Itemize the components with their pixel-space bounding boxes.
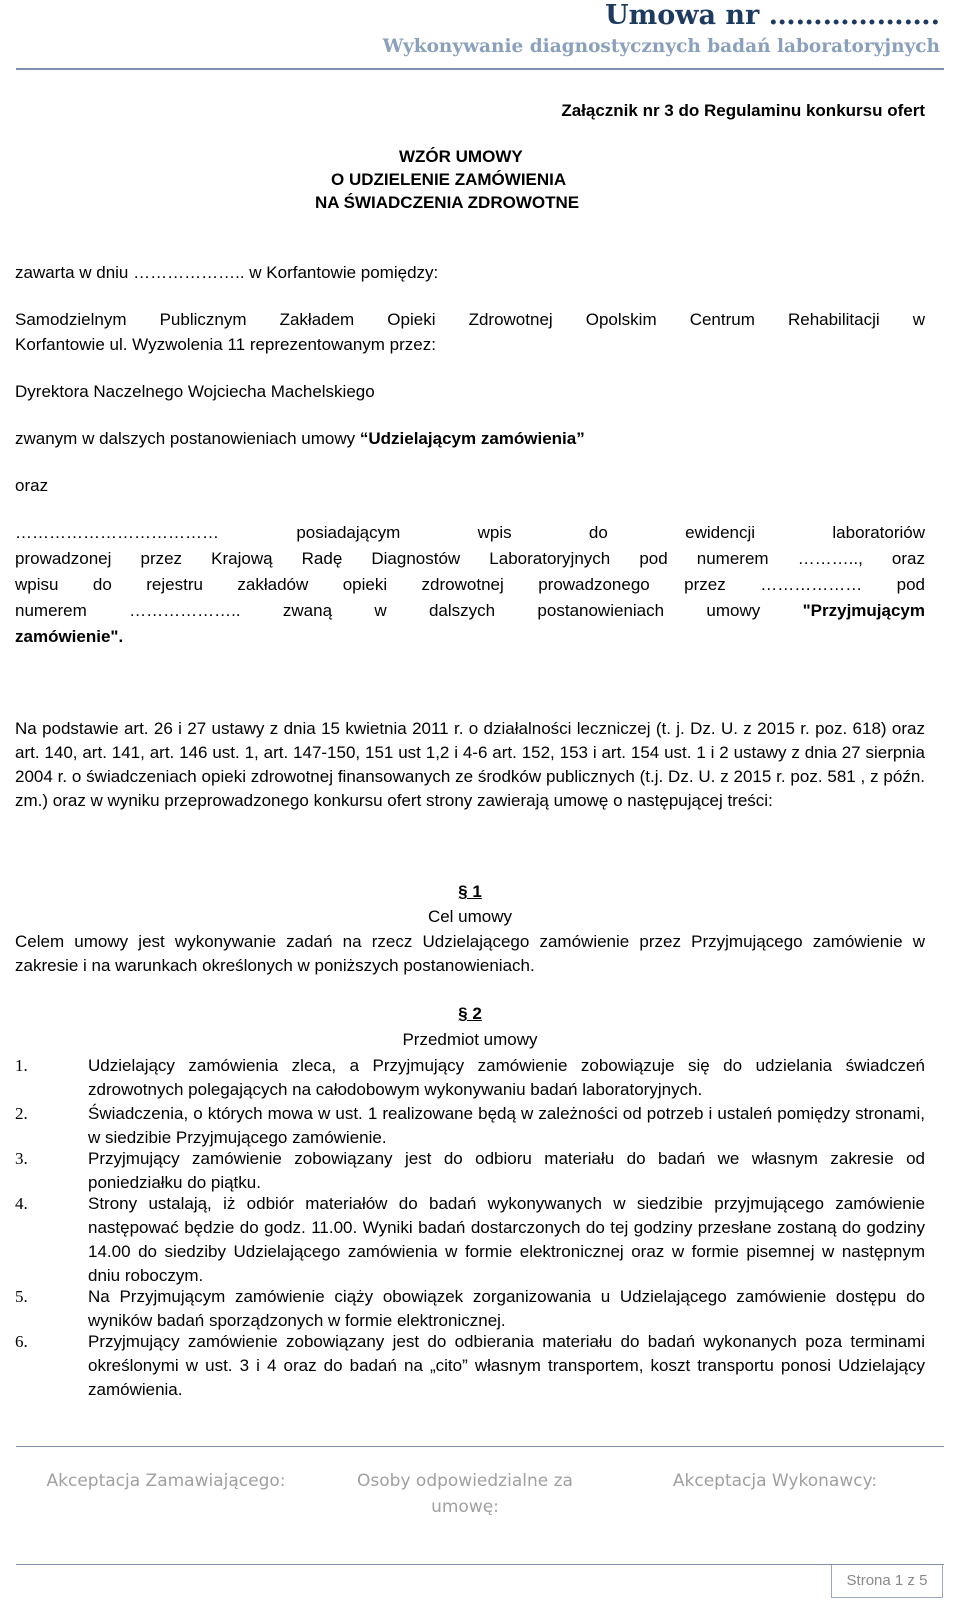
called-prefix: zwanym w dalszych postanowieniach umowy: [15, 429, 360, 448]
list-item: 3. Przyjmujący zamówienie zobowiązany jest do odbioru materiału do badań we własnym zakresie od poniedziałku do piątku.: [15, 1149, 925, 1192]
called-party-name: “Udzielającym zamówienia”: [359, 429, 585, 448]
list-item: 2. Świadczenia, o których mowa w ust. 1 realizowane będą w zależności od potrzeb i ustaleń pomiędzy stronami, w siedzibie Przyjmującego zamówienie.: [15, 1104, 925, 1147]
section1-mark: § 1: [458, 882, 482, 901]
annex-label: Załącznik nr 3 do Regulaminu konkursu ofert: [561, 101, 925, 120]
and-word: oraz: [15, 476, 49, 495]
called-line: [15, 427, 585, 451]
party2-line3: wpisu do rejestru zakładów opieki zdrowotnej prowadzonego przez ……………… pod: [15, 575, 925, 594]
party2-line2: prowadzonej przez Krajową Radę Diagnostów Laboratoryjnych pod numerem ……….., oraz: [15, 549, 925, 568]
footer-responsible-persons: Osoby odpowiedzialne za umowę:: [357, 1471, 573, 1517]
list-item: 4. Strony ustalają, iż odbiór materiałów do badań wykonywanych w siedzibie przyjmującego zamówienie następować będzie do godz. 11.00. Wyniki badań dostarczonych do tej godziny przesłane zostaną do godziny 14.00 do siedziby Udzielającego zamówienia w formie elektronicznej oraz w formie pisemnej w następnym dniu roboczym.: [15, 1194, 925, 1285]
party1-line1: Samodzielnym Publicznym Zakładem Opieki Zdrowotnej Opolskim Centrum Rehabilitacji w: [15, 310, 925, 329]
header-divider: [16, 68, 944, 70]
doc-title-line3: NA ŚWIADCZENIA ZDROWOTNE: [315, 193, 580, 212]
header-subtitle: Wykonywanie diagnostycznych badań laboratoryjnych: [382, 36, 940, 57]
legal-basis: Na podstawie art. 26 i 27 ustawy z dnia 15 kwietnia 2011 r. o działalności leczniczej (t. j. Dz. U. z 2015 r. poz. 618) oraz art. 140, art. 141, art. 146 ust. 1, art. 147-150, 151 ust 1,2 i 4-6 art. 152, 153 i art. 154 ust. 1 i 2 ustawy z dnia 27 sierpnia 2004 r. o świadczeniach opieki zdrowotnej finansowanych ze środków publicznych (t.j. Dz. U. z 2015 r. poz. 581 , z późn. zm.) oraz w wyniku przeprowadzonego konkursu ofert strony zawierają umowę o następującej treści:: [15, 719, 925, 810]
list-item: 1. Udzielający zamówienia zleca, a Przyjmujący zamówienie zobowiązuje się do udzielania świadczeń zdrowotnych polegających na całodobowym wykonywaniu badań laboratoryjnych.: [15, 1056, 925, 1099]
header-title: Umowa nr ……………….: [605, 0, 940, 31]
represented-by: Dyrektora Naczelnego Wojciecha Machelskiego: [15, 382, 375, 401]
footer-bottom-divider: [16, 1564, 944, 1565]
list-item: 6. Przyjmujący zamówienie zobowiązany jest do odbierania materiału do badań wykonanych poza terminami określonymi w ust. 3 i 4 oraz do badań na „cito” własnym transportem, koszt transportu ponosi Udzielający zamówienia.: [15, 1332, 925, 1399]
footer-client-acceptance: Akceptacja Zamawiającego:: [46, 1471, 286, 1491]
page-number: Strona 1 z 5: [831, 1565, 943, 1598]
section1-title: Cel umowy: [427, 907, 513, 926]
list-item: 5. Na Przyjmującym zamówienie ciąży obowiązek zorganizowania u Udzielającego zamówienie dostępu do wyników badań sporządzonych w formie elektronicznej.: [15, 1287, 925, 1330]
party2-line1: ……………………………… posiadającym wpis do ewidencji laboratoriów: [15, 523, 925, 542]
party2-line4: numerem ……………….. zwaną w dalszych postanowieniach umowy "Przyjmującym: [15, 601, 925, 620]
section2-title: Przedmiot umowy: [402, 1030, 538, 1049]
doc-title-line1: WZÓR UMOWY: [399, 147, 523, 166]
footer-contractor-acceptance: Akceptacja Wykonawcy:: [672, 1471, 878, 1491]
party1-line2: Korfantowie ul. Wyzwolenia 11 reprezentowanym przez:: [15, 335, 436, 354]
footer-divider: [16, 1446, 944, 1447]
section1-text: Celem umowy jest wykonywanie zadań na rzecz Udzielającego zamówienie przez Przyjmującego zamówienie w zakresie i na warunkach określonych w poniższych postanowieniach.: [15, 932, 925, 975]
doc-title-line2: O UDZIELENIE ZAMÓWIENIA: [331, 170, 567, 189]
concluded-line: zawarta w dniu ……………….. w Korfantowie pomiędzy:: [15, 263, 439, 282]
party2-line5: zamówienie".: [15, 627, 124, 646]
section2-mark: § 2: [458, 1004, 482, 1023]
